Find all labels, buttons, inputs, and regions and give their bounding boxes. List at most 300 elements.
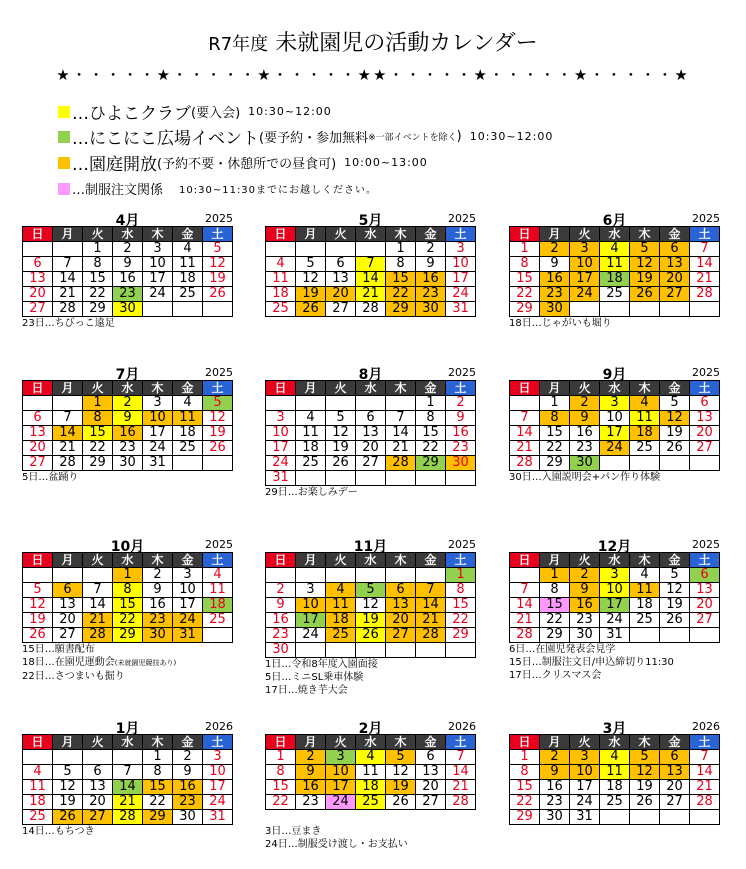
- day-cell: 3: [203, 750, 233, 765]
- day-cell: 28: [690, 795, 720, 810]
- day-cell: 7: [510, 583, 540, 598]
- day-cell: 18: [630, 426, 660, 441]
- week-row: [510, 628, 720, 643]
- day-cell: [416, 568, 446, 583]
- day-cell: 27: [660, 287, 690, 302]
- day-cell: 27: [23, 302, 53, 317]
- day-cell: 29: [113, 628, 143, 643]
- day-cell: 21: [510, 613, 540, 628]
- day-cell: [690, 302, 720, 317]
- month-calendar: [265, 538, 476, 697]
- day-cell: 1: [266, 750, 296, 765]
- weekday-header: 土: [690, 227, 720, 242]
- day-cell: 12: [326, 426, 356, 441]
- day-cell: 8: [510, 765, 540, 780]
- month-name: 2月: [358, 721, 383, 737]
- legend-time: 10:30~12:00: [469, 130, 554, 143]
- weekday-header: 火: [326, 553, 356, 568]
- day-cell: 22: [386, 287, 416, 302]
- week-row: [266, 242, 476, 257]
- weekday-header: 金: [416, 553, 446, 568]
- day-cell: [660, 302, 690, 317]
- day-cell: [386, 396, 416, 411]
- day-cell: 20: [23, 441, 53, 456]
- day-cell: 9: [416, 257, 446, 272]
- day-cell: 15: [540, 598, 570, 613]
- day-cell: 5: [296, 257, 326, 272]
- day-cell: 8: [83, 257, 113, 272]
- day-cell: 3: [143, 242, 173, 257]
- day-cell: [296, 643, 326, 658]
- day-cell: 15: [510, 780, 540, 795]
- legend-swatch-green: [58, 131, 70, 143]
- day-cell: 24: [173, 613, 203, 628]
- day-cell: 28: [510, 628, 540, 643]
- day-cell: 13: [660, 765, 690, 780]
- month-notes: [265, 486, 476, 499]
- day-cell: 30: [570, 456, 600, 471]
- day-cell: 1: [510, 750, 540, 765]
- day-cell: 18: [630, 598, 660, 613]
- day-cell: 16: [113, 426, 143, 441]
- week-row: [23, 302, 233, 317]
- day-cell: [143, 302, 173, 317]
- legend-nikoniko: [58, 124, 553, 149]
- weekday-header: 金: [173, 227, 203, 242]
- month-calendar: [22, 212, 233, 330]
- day-cell: 10: [570, 765, 600, 780]
- week-row: [510, 780, 720, 795]
- day-cell: 17: [173, 598, 203, 613]
- day-cell: 27: [23, 456, 53, 471]
- day-cell: 9: [446, 411, 476, 426]
- week-row: [510, 568, 720, 583]
- day-cell: 25: [600, 795, 630, 810]
- day-cell: [83, 750, 113, 765]
- note-line: 17日…焼き芋大会: [265, 685, 348, 696]
- week-row: [23, 272, 233, 287]
- day-cell: 7: [356, 257, 386, 272]
- day-cell: 5: [630, 242, 660, 257]
- weekday-header: 火: [83, 735, 113, 750]
- day-cell: 6: [386, 583, 416, 598]
- week-row: [510, 441, 720, 456]
- day-cell: 15: [113, 598, 143, 613]
- weekday-header: 木: [386, 227, 416, 242]
- day-cell: 17: [570, 272, 600, 287]
- day-cell: [173, 456, 203, 471]
- week-row: [23, 287, 233, 302]
- day-cell: 3: [570, 242, 600, 257]
- day-cell: 30: [266, 643, 296, 658]
- month-name: 4月: [115, 213, 140, 229]
- day-cell: 1: [510, 242, 540, 257]
- day-cell: [446, 643, 476, 658]
- day-cell: 29: [510, 810, 540, 825]
- day-cell: 25: [266, 302, 296, 317]
- month-table: [509, 226, 720, 317]
- day-cell: 16: [570, 598, 600, 613]
- day-cell: [23, 242, 53, 257]
- weekday-header: 月: [540, 381, 570, 396]
- day-cell: 11: [630, 411, 660, 426]
- day-cell: 12: [23, 598, 53, 613]
- day-cell: 13: [326, 272, 356, 287]
- note-line: 14日…もちつき: [22, 826, 95, 837]
- day-cell: 8: [143, 765, 173, 780]
- day-cell: 13: [83, 780, 113, 795]
- day-cell: 22: [540, 441, 570, 456]
- day-cell: 8: [540, 411, 570, 426]
- day-cell: 10: [173, 583, 203, 598]
- month-table: [265, 380, 476, 486]
- day-cell: 22: [510, 795, 540, 810]
- note-line: 22日…さつまいも掘り: [22, 671, 125, 682]
- day-cell: [386, 471, 416, 486]
- day-cell: 26: [53, 810, 83, 825]
- week-row: [266, 628, 476, 643]
- day-cell: 2: [173, 750, 203, 765]
- day-cell: [356, 643, 386, 658]
- weekday-header: 金: [660, 227, 690, 242]
- day-cell: [266, 242, 296, 257]
- legend-swatch-pink: [58, 183, 70, 195]
- day-cell: 12: [296, 272, 326, 287]
- week-row: [266, 302, 476, 317]
- day-cell: [356, 471, 386, 486]
- weekday-header: 日: [23, 381, 53, 396]
- weekday-header: 金: [416, 227, 446, 242]
- day-cell: [690, 456, 720, 471]
- month-calendar: [509, 212, 720, 330]
- day-cell: 29: [446, 628, 476, 643]
- legend-label: …制服注文関係: [72, 183, 164, 198]
- note-line: 1日…令和8年度入園面接: [265, 659, 378, 670]
- day-cell: 8: [386, 257, 416, 272]
- day-cell: 25: [326, 628, 356, 643]
- weekday-header: 火: [570, 553, 600, 568]
- day-cell: 1: [540, 396, 570, 411]
- day-cell: 22: [446, 613, 476, 628]
- day-cell: 22: [113, 613, 143, 628]
- month-year: 2026: [692, 720, 720, 733]
- day-cell: 4: [173, 396, 203, 411]
- day-cell: 31: [203, 810, 233, 825]
- week-row: [510, 396, 720, 411]
- day-cell: 2: [570, 396, 600, 411]
- day-cell: 15: [143, 780, 173, 795]
- weekday-header: 土: [446, 553, 476, 568]
- weekday-header: 日: [510, 227, 540, 242]
- day-cell: 18: [356, 780, 386, 795]
- day-cell: [203, 456, 233, 471]
- weekday-header: 木: [143, 227, 173, 242]
- weekday-header: 木: [143, 381, 173, 396]
- weekday-header: 水: [113, 381, 143, 396]
- weekday-header: 金: [416, 381, 446, 396]
- day-cell: 28: [386, 456, 416, 471]
- month-calendar: [265, 720, 476, 851]
- day-cell: 11: [296, 426, 326, 441]
- day-cell: 15: [510, 272, 540, 287]
- weekday-header: 木: [630, 553, 660, 568]
- day-cell: 24: [296, 628, 326, 643]
- month-notes: [22, 643, 233, 683]
- weekday-header: 月: [540, 553, 570, 568]
- day-cell: 31: [570, 810, 600, 825]
- day-cell: 13: [690, 411, 720, 426]
- day-cell: 18: [23, 795, 53, 810]
- day-cell: [203, 302, 233, 317]
- day-cell: [23, 396, 53, 411]
- weekday-header: 火: [326, 735, 356, 750]
- day-cell: 5: [386, 750, 416, 765]
- day-cell: 17: [446, 272, 476, 287]
- day-cell: 8: [416, 411, 446, 426]
- day-cell: 13: [53, 598, 83, 613]
- day-cell: 29: [83, 302, 113, 317]
- day-cell: 18: [266, 287, 296, 302]
- day-cell: 11: [23, 780, 53, 795]
- week-row: [266, 568, 476, 583]
- day-cell: 17: [203, 780, 233, 795]
- day-cell: 28: [113, 810, 143, 825]
- day-cell: 15: [83, 272, 113, 287]
- weekday-header: 金: [173, 735, 203, 750]
- day-cell: 9: [540, 765, 570, 780]
- legend-uniform: [58, 179, 377, 198]
- month-year: 2025: [692, 538, 720, 551]
- weekday-header: 木: [630, 381, 660, 396]
- day-cell: 20: [53, 613, 83, 628]
- week-row: [23, 411, 233, 426]
- day-cell: 17: [600, 426, 630, 441]
- day-cell: 6: [660, 242, 690, 257]
- day-cell: 30: [540, 810, 570, 825]
- note-line: 30日…入園説明会+パン作り体験: [509, 472, 661, 483]
- month-notes: [22, 825, 233, 838]
- day-cell: 3: [296, 583, 326, 598]
- day-cell: 18: [600, 780, 630, 795]
- day-cell: 23: [570, 613, 600, 628]
- day-cell: 24: [446, 287, 476, 302]
- day-cell: 26: [386, 795, 416, 810]
- day-cell: 3: [570, 750, 600, 765]
- day-cell: 18: [326, 613, 356, 628]
- day-cell: 27: [690, 613, 720, 628]
- day-cell: [113, 750, 143, 765]
- weekday-header: 土: [446, 735, 476, 750]
- weekday-header: 火: [326, 381, 356, 396]
- week-row: [266, 456, 476, 471]
- weekday-header: 水: [600, 381, 630, 396]
- weekday-header: 日: [510, 381, 540, 396]
- title-year: R7年度: [208, 34, 269, 55]
- week-row: [266, 765, 476, 780]
- weekday-header: 日: [266, 553, 296, 568]
- month-name: 10月: [110, 539, 145, 555]
- day-cell: 13: [23, 426, 53, 441]
- month-name: 12月: [597, 539, 632, 555]
- month-name: 9月: [602, 367, 627, 383]
- day-cell: 24: [143, 441, 173, 456]
- day-cell: 19: [203, 426, 233, 441]
- month-notes: [265, 825, 476, 851]
- day-cell: 10: [600, 411, 630, 426]
- day-cell: [53, 242, 83, 257]
- day-cell: [326, 242, 356, 257]
- day-cell: 12: [630, 765, 660, 780]
- day-cell: 9: [113, 257, 143, 272]
- day-cell: 11: [173, 411, 203, 426]
- weekday-header: 火: [570, 735, 600, 750]
- weekday-header: 木: [386, 553, 416, 568]
- day-cell: 14: [446, 765, 476, 780]
- day-cell: [296, 471, 326, 486]
- weekday-header: 日: [510, 735, 540, 750]
- week-row: [23, 396, 233, 411]
- day-cell: 28: [356, 302, 386, 317]
- day-cell: 19: [296, 287, 326, 302]
- day-cell: 12: [356, 598, 386, 613]
- day-cell: 6: [53, 583, 83, 598]
- day-cell: 13: [356, 426, 386, 441]
- day-cell: 10: [326, 765, 356, 780]
- day-cell: 17: [600, 598, 630, 613]
- day-cell: 11: [266, 272, 296, 287]
- month-year: 2025: [205, 538, 233, 551]
- day-cell: 12: [203, 411, 233, 426]
- weekday-header: 水: [113, 227, 143, 242]
- month-name: 3月: [602, 721, 627, 737]
- day-cell: 19: [660, 598, 690, 613]
- week-row: [23, 441, 233, 456]
- day-cell: 12: [630, 257, 660, 272]
- weekday-header: 木: [143, 553, 173, 568]
- day-cell: 2: [540, 750, 570, 765]
- day-cell: 21: [53, 287, 83, 302]
- weekday-header: 水: [356, 381, 386, 396]
- day-cell: 8: [510, 257, 540, 272]
- weekday-header: 水: [356, 553, 386, 568]
- day-cell: 20: [690, 426, 720, 441]
- week-row: [510, 426, 720, 441]
- week-row: [510, 411, 720, 426]
- day-cell: 26: [660, 441, 690, 456]
- legend-swatch-yellow: [58, 106, 70, 118]
- day-cell: 2: [143, 568, 173, 583]
- note-line: 18日…在園児運動会(未就園児競技あり): [22, 657, 177, 668]
- day-cell: [296, 242, 326, 257]
- day-cell: 7: [386, 411, 416, 426]
- weekday-header: 月: [53, 227, 83, 242]
- day-cell: 5: [326, 411, 356, 426]
- weekday-header: 火: [570, 227, 600, 242]
- day-cell: [326, 396, 356, 411]
- day-cell: 6: [83, 765, 113, 780]
- day-cell: 26: [203, 441, 233, 456]
- day-cell: 3: [600, 396, 630, 411]
- week-row: [510, 287, 720, 302]
- day-cell: 14: [510, 426, 540, 441]
- day-cell: 29: [540, 456, 570, 471]
- day-cell: [326, 643, 356, 658]
- page-title: [0, 26, 746, 57]
- weekday-header: 月: [540, 735, 570, 750]
- day-cell: 19: [630, 780, 660, 795]
- day-cell: 27: [660, 795, 690, 810]
- day-cell: [53, 750, 83, 765]
- day-cell: 12: [386, 765, 416, 780]
- day-cell: 21: [510, 441, 540, 456]
- day-cell: 27: [690, 441, 720, 456]
- day-cell: 3: [266, 411, 296, 426]
- week-row: [266, 411, 476, 426]
- month-name: 1月: [115, 721, 140, 737]
- day-cell: [690, 628, 720, 643]
- day-cell: 16: [540, 272, 570, 287]
- month-table: [22, 380, 233, 471]
- star-divider: ★・・・・・★・・・・・★・・・・・★★・・・・・★・・・・・★・・・・・★: [56, 66, 690, 84]
- day-cell: 21: [83, 613, 113, 628]
- day-cell: 21: [416, 613, 446, 628]
- day-cell: 2: [570, 568, 600, 583]
- day-cell: 28: [83, 628, 113, 643]
- week-row: [266, 471, 476, 486]
- day-cell: 23: [113, 441, 143, 456]
- week-row: [23, 568, 233, 583]
- day-cell: 3: [143, 396, 173, 411]
- day-cell: [660, 810, 690, 825]
- day-cell: 28: [690, 287, 720, 302]
- day-cell: 20: [416, 780, 446, 795]
- day-cell: 13: [386, 598, 416, 613]
- day-cell: 9: [143, 583, 173, 598]
- day-cell: 31: [266, 471, 296, 486]
- day-cell: 31: [143, 456, 173, 471]
- day-cell: 8: [540, 583, 570, 598]
- day-cell: [266, 568, 296, 583]
- week-row: [266, 257, 476, 272]
- day-cell: 5: [203, 242, 233, 257]
- day-cell: 15: [540, 426, 570, 441]
- day-cell: [660, 628, 690, 643]
- week-row: [510, 302, 720, 317]
- weekday-header: 土: [203, 553, 233, 568]
- legend-garden: [58, 150, 428, 175]
- day-cell: 23: [540, 287, 570, 302]
- weekday-header: 土: [690, 553, 720, 568]
- day-cell: 6: [690, 396, 720, 411]
- weekday-header: 木: [386, 381, 416, 396]
- day-cell: 23: [173, 795, 203, 810]
- note-line: 3日…豆まき: [265, 826, 322, 837]
- day-cell: 6: [356, 411, 386, 426]
- day-cell: 22: [540, 613, 570, 628]
- day-cell: 15: [386, 272, 416, 287]
- week-row: [266, 272, 476, 287]
- day-cell: [630, 628, 660, 643]
- month-calendar: [509, 538, 720, 682]
- day-cell: 22: [143, 795, 173, 810]
- day-cell: 19: [53, 795, 83, 810]
- note-line: 15日…願書配布: [22, 644, 95, 655]
- day-cell: 10: [203, 765, 233, 780]
- day-cell: 2: [296, 750, 326, 765]
- day-cell: 2: [540, 242, 570, 257]
- weekday-header: 水: [356, 227, 386, 242]
- week-row: [23, 613, 233, 628]
